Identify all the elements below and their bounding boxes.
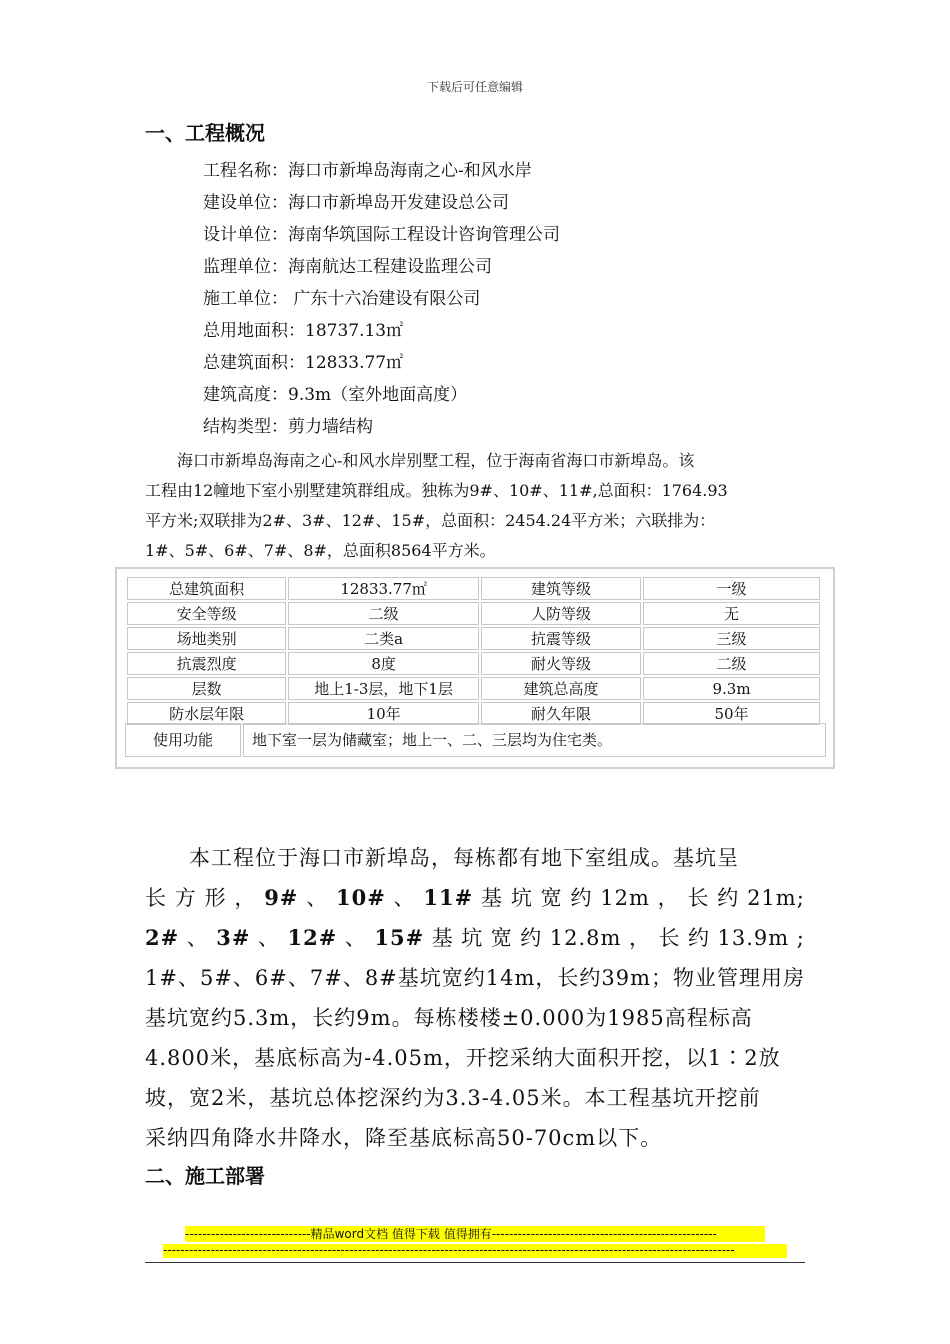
info-contractor: 施工单位： 广东十六冶建设有限公司 [203,289,481,309]
body-token: 、 [344,926,367,950]
body-line-justified [145,878,805,918]
footer-dashes: ------------------------------------------------------------------------------------------------------------------------------------ [163,1244,787,1258]
body-token: 2# [145,925,180,950]
body-token: ， [628,926,651,950]
info-building-area: 总建筑面积：12833.77㎡ [203,353,404,373]
intro-line: 海口市新埠岛海南之心-和风水岸别墅工程，位于海南省海口市新埠岛。该 [145,451,695,470]
spec-table-row [127,602,820,625]
body-token: 约 [520,926,543,950]
body-token: 坑 [510,886,533,910]
spec-table-row [127,577,820,600]
body-token: 形 [204,886,227,910]
spec-value-cell: 无 [643,602,820,625]
body-token: 、 [186,926,209,950]
body-line: 1#、5#、6#、7#、8#基坑宽约14m，长约39m；物业管理用房 [145,966,806,990]
body-line: 4.800米，基底标高为-4.05m，开挖采纳大面积开挖，以1∶2放 [145,1046,781,1070]
spec-label-cell: 防水层年限 [127,702,286,725]
body-token: 基 [481,886,504,910]
spec-value-cell: 三级 [643,627,820,650]
spec-value-cell: 9.3m [643,677,820,700]
spec-label-cell: 场地类别 [127,627,286,650]
body-line: 本工程位于海口市新埠岛，每栋都有地下室组成。基坑呈 [145,846,739,870]
spec-label-cell: 建筑等级 [481,577,641,600]
body-token: 约 [570,886,593,910]
use-function-value: 地下室一层为储藏室；地上一、二、三层均为住宅类。 [243,723,826,757]
body-token: 宽 [490,926,513,950]
body-token: 9# [264,885,299,910]
body-token: 、 [257,926,280,950]
spec-label-cell: 层数 [127,677,286,700]
spec-table-row [127,652,820,675]
body-token: 、 [393,886,416,910]
section-title-deployment: 二、施工部署 [145,1164,265,1188]
body-token: 15# [374,925,425,950]
footer-banner: -----------------------------精品word文档 值得下载 值得拥有---------------------------------------------------- [185,1226,765,1242]
body-token: 坑 [461,926,484,950]
body-token: 宽 [540,886,563,910]
info-designer: 设计单位：海南华筑国际工程设计咨询管理公司 [203,225,560,245]
body-token: 基 [431,926,454,950]
project-info-list [203,155,560,443]
spec-value-cell: 10年 [288,702,478,725]
body-token: 长 [687,886,710,910]
spec-value-cell: 50年 [643,702,820,725]
spec-label-cell: 安全等级 [127,602,286,625]
spec-value-cell: 地上1-3层，地下1层 [288,677,478,700]
body-token: 12# [287,925,338,950]
use-function-row [125,723,826,757]
spec-value-cell: 一级 [643,577,820,600]
body-token: 方 [174,886,197,910]
body-token: ， [657,886,680,910]
spec-label-cell: 建筑总高度 [481,677,641,700]
site-paragraph [145,838,805,1158]
body-line: 基坑宽约5.3m，长约9m。每栋楼楼±0.000为1985高程标高 [145,1006,753,1030]
spec-label-cell: 抗震烈度 [127,652,286,675]
spec-value-cell: 12833.77㎡ [288,577,478,600]
spec-label-cell: 总建筑面积 [127,577,286,600]
intro-paragraph [145,446,815,566]
spec-table-row [127,627,820,650]
spec-label-cell: 耐久年限 [481,702,641,725]
info-height: 建筑高度：9.3m（室外地面高度） [203,385,468,405]
body-token: 、 [306,886,329,910]
spec-label-cell: 人防等级 [481,602,641,625]
spec-value-cell: 二级 [643,652,820,675]
body-line-justified [145,918,805,958]
spec-label-cell: 抗震等级 [481,627,641,650]
body-token: 10# [336,885,386,910]
section-title-overview: 一、工程概况 [145,121,265,145]
intro-line: 平方米;双联排为2#、3#、12#、15#，总面积：2454.24平方米；六联排为： [145,511,716,530]
body-token: 12m [600,886,650,910]
info-supervisor: 监理单位：海南航达工程建设监理公司 [203,257,492,277]
body-token: 长 [658,926,681,950]
spec-value-cell: 二类a [288,627,478,650]
body-token: 3# [216,925,251,950]
info-project-name: 工程名称：海口市新埠岛海南之心-和风水岸 [203,161,532,181]
spec-table [125,575,822,727]
body-token: ; [796,926,805,950]
body-token: 12.8m [549,926,622,950]
spec-table-row [127,702,820,725]
intro-line: 1#、5#、6#、7#、8#，总面积8564平方米。 [145,541,496,560]
spec-label-cell: 耐火等级 [481,652,641,675]
body-line: 采纳四角降水井降水，降至基底标高50-70cm以下。 [145,1126,663,1150]
footer-rule [145,1262,805,1263]
body-token: 11# [423,885,474,910]
use-function-label: 使用功能 [125,723,241,757]
intro-line: 工程由12幢地下室小别墅建筑群组成。独栋为9#、10#、11#,总面积：1764.93 [145,481,728,500]
body-token: 约 [687,926,710,950]
body-line: 坡，宽2米，基坑总体挖深约为3.3-4.05米。本工程基坑开挖前 [145,1086,761,1110]
spec-value-cell: 8度 [288,652,478,675]
spec-value-cell: 二级 [288,602,478,625]
body-token: 21m; [747,886,805,910]
info-structure: 结构类型：剪力墙结构 [203,417,373,437]
spec-table-row [127,677,820,700]
info-owner: 建设单位：海口市新埠岛开发建设总公司 [203,193,509,213]
header-note: 下载后可任意编辑 [426,80,523,94]
body-token: 13.9m [717,926,790,950]
body-token: ， [234,886,257,910]
body-token: 约 [717,886,740,910]
spec-table-frame [115,567,835,769]
info-land-area: 总用地面积：18737.13㎡ [203,321,404,341]
body-token: 长 [145,886,167,910]
